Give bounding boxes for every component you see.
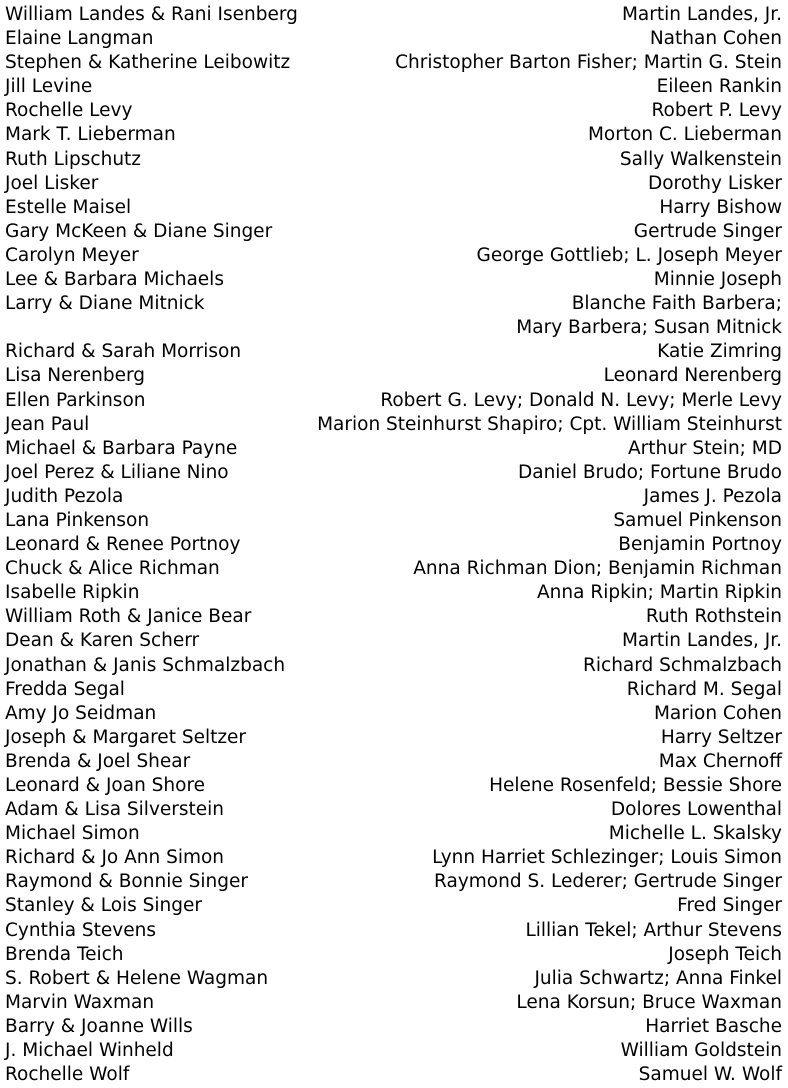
list-item (5, 967, 782, 991)
honoree-names (145, 364, 782, 388)
honoree-names (98, 172, 782, 196)
list-item (5, 798, 782, 822)
honoree-names (229, 461, 782, 485)
honoree-line: Martin Landes, Jr. (621, 630, 782, 652)
list-item (5, 919, 782, 943)
donor-name: Marvin Waxman (5, 991, 155, 1013)
honoree-line: Samuel Pinkenson (613, 509, 782, 531)
donor-name: Raymond & Bonnie Singer (5, 871, 248, 893)
honoree-line: Harriet Basche (645, 1015, 782, 1037)
honoree-names (123, 485, 782, 509)
honoree-names (190, 750, 782, 774)
donor-name: Dean & Karen Scherr (5, 630, 200, 652)
honoree-names (140, 822, 782, 846)
list-item (5, 389, 782, 413)
honoree-line: Arthur Stein; MD (627, 437, 782, 459)
honoree-names (89, 413, 782, 437)
donor-name: Larry & Diane Mitnick (5, 293, 205, 315)
honoree-names (132, 99, 782, 123)
honoree-line: Lynn Harriet Schlezinger; Louis Simon (432, 847, 782, 869)
donor-name: Lana Pinkenson (5, 509, 150, 531)
donor-name: Lisa Nerenberg (5, 365, 145, 387)
donor-name: Ellen Parkinson (5, 389, 146, 411)
honoree-line: Katie Zimring (657, 341, 782, 363)
honoree-names (204, 292, 782, 340)
honoree-line: Christopher Barton Fisher; Martin G. Stein (395, 52, 782, 74)
list-item (5, 413, 782, 437)
honoree-names (139, 244, 782, 268)
donor-name: Brenda Teich (5, 943, 124, 965)
donor-name: Isabelle Ripkin (5, 582, 140, 604)
list-item (5, 654, 782, 678)
donor-name: Mark T. Lieberman (5, 124, 176, 146)
honoree-names (202, 894, 782, 918)
list-item (5, 148, 782, 172)
honoree-line: James J. Pezola (643, 485, 782, 507)
donor-name: Leonard & Joan Shore (5, 775, 206, 796)
list-item (5, 27, 782, 51)
honoree-line: Anna Ripkin; Martin Ripkin (537, 582, 782, 604)
list-item (5, 557, 782, 581)
donor-name: Fredda Segal (5, 678, 125, 700)
donor-name: William Landes & Rani Isenberg (5, 4, 298, 25)
donor-name: Judith Pezola (5, 485, 124, 507)
donor-name: Amy Jo Seidman (5, 702, 157, 724)
list-item (5, 678, 782, 702)
list-item (5, 75, 782, 99)
donor-name: Joel Lisker (5, 172, 99, 194)
donor-name: Barry & Joanne Wills (5, 1015, 193, 1037)
honoree-names (241, 340, 782, 364)
honoree-names (237, 437, 782, 461)
donor-name: Michael Simon (5, 823, 140, 845)
honoree-names (224, 846, 782, 870)
list-item (5, 196, 782, 220)
list-item (5, 846, 782, 870)
list-item (5, 629, 782, 653)
honoree-names (156, 702, 782, 726)
honoree-names (224, 798, 782, 822)
honoree-line: Samuel W. Wolf (638, 1064, 782, 1086)
donor-name: Adam & Lisa Silverstein (5, 799, 225, 821)
honoree-line: Martin Landes, Jr. (621, 4, 782, 25)
honoree-line: Lillian Tekel; Arthur Stevens (525, 919, 782, 941)
list-item (5, 605, 782, 629)
honoree-line: Raymond S. Lederer; Gertrude Singer (434, 871, 782, 893)
honoree-line: Minnie Joseph (653, 269, 782, 291)
honoree-line: Sally Walkenstein (619, 148, 782, 170)
list-item (5, 894, 782, 918)
honoree-line: William Goldstein (620, 1040, 782, 1062)
list-item (5, 268, 782, 292)
honoree-line: Leonard Nerenberg (603, 365, 782, 387)
donor-name: Joel Perez & Liliane Nino (5, 461, 229, 483)
donor-name: Lee & Barbara Michaels (5, 269, 224, 291)
honoree-names (131, 196, 782, 220)
donor-name: J. Michael Winheld (5, 1040, 174, 1062)
donor-name: William Roth & Janice Bear (5, 606, 252, 628)
list-item (5, 991, 782, 1015)
donor-name: Stephen & Katherine Leibowitz (5, 52, 291, 74)
honoree-names (240, 533, 782, 557)
list-item (5, 244, 782, 268)
list-item (5, 1039, 782, 1063)
donor-name: Estelle Maisel (5, 196, 132, 218)
honoree-line: Dolores Lowenthal (610, 799, 782, 821)
donor-name: Jonathan & Janis Schmalzbach (5, 654, 286, 676)
honoree-line: Michelle L. Skalsky (608, 823, 782, 845)
honoree-line: Mary Barbera; Susan Mitnick (516, 317, 782, 339)
donor-name: Stanley & Lois Singer (5, 895, 203, 917)
list-item (5, 123, 782, 147)
honoree-line: George Gottlieb; L. Joseph Meyer (476, 244, 782, 266)
honoree-names (145, 389, 782, 413)
honoree-line: Harry Seltzer (660, 726, 782, 748)
list-item (5, 581, 782, 605)
donor-name: Michael & Barbara Payne (5, 437, 238, 459)
honoree-names (246, 726, 782, 750)
list-item (5, 172, 782, 196)
list-item (5, 822, 782, 846)
honoree-names (220, 557, 782, 581)
donor-name: Chuck & Alice Richman (5, 558, 220, 580)
honoree-names (149, 509, 782, 533)
honoree-line: Eileen Rankin (656, 76, 782, 98)
honoree-names (174, 1039, 782, 1063)
honoree-names (205, 774, 782, 798)
list-item (5, 292, 782, 340)
honoree-line: Benjamin Portnoy (618, 534, 782, 556)
donor-name: Richard & Sarah Morrison (5, 341, 242, 363)
donor-name: S. Robert & Helene Wagman (5, 967, 269, 989)
honoree-line: Daniel Brudo; Fortune Brudo (517, 461, 782, 483)
honoree-line: Lena Korsun; Bruce Waxman (516, 991, 782, 1013)
list-item (5, 750, 782, 774)
honoree-line: Harry Bishow (659, 196, 782, 218)
honoree-names (141, 148, 782, 172)
list-item (5, 485, 782, 509)
list-item (5, 774, 782, 798)
list-item (5, 870, 782, 894)
honoree-names (139, 581, 782, 605)
donor-name: Brenda & Joel Shear (5, 750, 191, 772)
honoree-line: Richard M. Segal (626, 678, 782, 700)
donor-name: Jean Paul (5, 413, 90, 435)
honoree-line: Joseph Teich (668, 943, 782, 965)
honoree-names (199, 629, 782, 653)
list-item (5, 943, 782, 967)
list-item (5, 1063, 782, 1087)
honoree-line: Blanche Faith Barbera; (571, 293, 782, 315)
honoree-line: Gertrude Singer (633, 220, 782, 242)
honoree-line: Richard Schmalzbach (583, 654, 782, 676)
honoree-names (154, 991, 782, 1015)
honoree-line: Julia Schwartz; Anna Finkel (534, 967, 782, 989)
list-item (5, 437, 782, 461)
list-item (5, 340, 782, 364)
honoree-line: Ruth Rothstein (645, 606, 782, 628)
honoree-line: Marion Steinhurst Shapiro; Cpt. William Steinhurst (317, 413, 782, 435)
honoree-names (156, 919, 782, 943)
honoree-names (129, 1063, 782, 1087)
list-item (5, 533, 782, 557)
honoree-names (251, 605, 782, 629)
donor-name: Ruth Lipschutz (5, 148, 142, 170)
list-item (5, 51, 782, 75)
list-item (5, 509, 782, 533)
honoree-line: Anna Richman Dion; Benjamin Richman (413, 558, 782, 580)
honoree-line: Helene Rosenfeld; Bessie Shore (489, 775, 782, 796)
donor-name: Elaine Langman (5, 28, 154, 50)
donor-name: Cynthia Stevens (5, 919, 156, 941)
donor-name: Rochelle Wolf (5, 1064, 130, 1086)
honoree-line: Marion Cohen (653, 702, 782, 724)
donor-name: Gary McKeen & Diane Singer (5, 220, 273, 242)
list-item (5, 99, 782, 123)
donor-name: Joseph & Margaret Seltzer (5, 726, 247, 748)
honoree-names (272, 220, 782, 244)
donor-name: Richard & Jo Ann Simon (5, 847, 225, 869)
honoree-names (124, 943, 782, 967)
honoree-names (268, 967, 782, 991)
donor-name: Carolyn Meyer (5, 244, 139, 266)
list-item (5, 220, 782, 244)
honoree-names (298, 3, 782, 27)
honoree-line: Dorothy Lisker (647, 172, 782, 194)
honoree-line: Fred Singer (677, 895, 782, 917)
honoree-line: Robert P. Levy (651, 100, 782, 122)
honoree-names (290, 51, 782, 75)
honoree-names (154, 27, 783, 51)
list-item (5, 3, 782, 27)
honoree-line: Nathan Cohen (649, 28, 782, 50)
honoree-line: Robert G. Levy; Donald N. Levy; Merle Levy (380, 389, 782, 411)
donor-name: Jill Levine (5, 76, 93, 98)
donor-name: Leonard & Renee Portnoy (5, 534, 241, 556)
honoree-names (125, 678, 782, 702)
donor-name: Rochelle Levy (5, 100, 133, 122)
list-item (5, 726, 782, 750)
honoree-names (224, 268, 782, 292)
list-item (5, 461, 782, 485)
list-item (5, 1015, 782, 1039)
honoree-names (193, 1015, 782, 1039)
honoree-names (248, 870, 782, 894)
honoree-names (92, 75, 782, 99)
honoree-line: Morton C. Lieberman (587, 124, 782, 146)
honoree-names (176, 123, 782, 147)
list-item (5, 702, 782, 726)
honoree-line: Max Chernoff (658, 750, 782, 772)
honoree-names (285, 654, 782, 678)
list-item (5, 364, 782, 388)
